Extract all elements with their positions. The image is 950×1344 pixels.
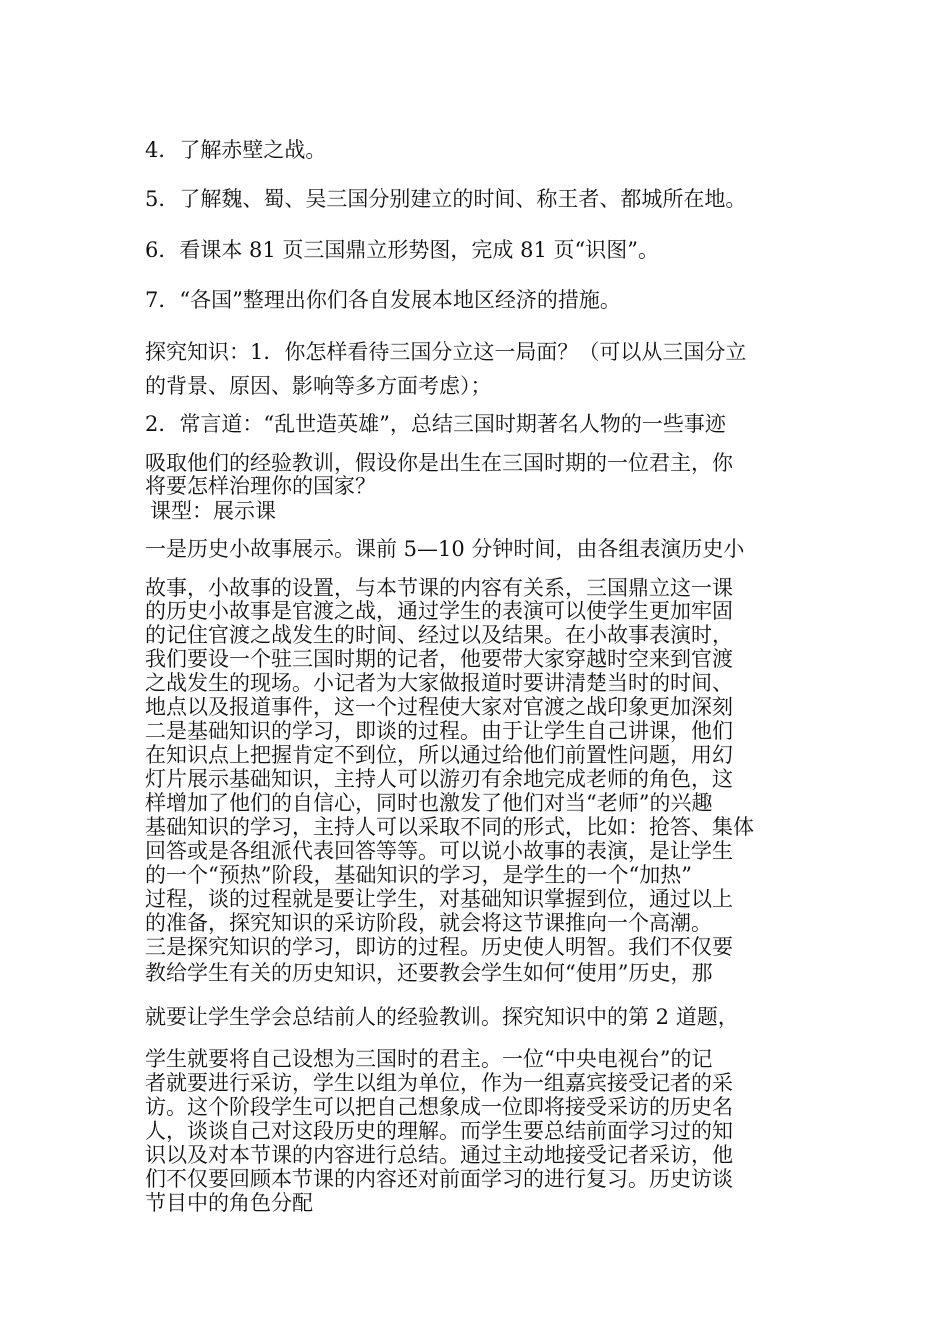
list-item-7: 7．“各国”整理出你们各自发展本地区经济的措施。 xyxy=(145,288,621,312)
paragraph-line: 过程，谈的过程就是要让学生，对基础知识掌握到位，通过以上 xyxy=(145,887,733,911)
list-item-6: 6．看课本 81 页三国鼎立形势图，完成 81 页“识图”。 xyxy=(145,238,659,262)
paragraph-line: 的记住官渡之战发生的时间、经过以及结果。在小故事表演时， xyxy=(145,623,733,647)
paragraph-line: 我们要设一个驻三国时期的记者，他要带大家穿越时空来到官渡 xyxy=(145,647,733,671)
list-item-5: 5．了解魏、蜀、吴三国分别建立的时间、称王者、都城所在地。 xyxy=(145,187,747,211)
paragraph-line: 学生就要将自己设想为三国时的君主。一位“中央电视台”的记 xyxy=(145,1047,713,1071)
paragraph-line: 就要让学生学会总结前人的经验教训。探究知识中的第 2 道题， xyxy=(145,1005,739,1029)
paragraph-line: 们不仅要回顾本节课的内容还对前面学习的进行复习。历史访谈 xyxy=(145,1167,733,1191)
inquiry-question-2-line-3: 将要怎样治理你的国家？ xyxy=(145,474,376,498)
lesson-type-heading: 课型：展示课 xyxy=(150,499,276,523)
paragraph-line: 之战发生的现场。小记者为大家做报道时要讲清楚当时的时间、 xyxy=(145,671,733,695)
paragraph-line: 的准备，探究知识的采访阶段，就会将这节课推向一个高潮。 xyxy=(145,911,712,935)
paragraph-line: 一是历史小故事展示。课前 5—10 分钟时间，由各组表演历史小 xyxy=(145,537,745,561)
paragraph-line: 的一个“预热”阶段，基础知识的学习，是学生的一个“加热” xyxy=(145,863,692,887)
paragraph-line: 回答或是各组派代表回答等等。可以说小故事的表演，是让学生 xyxy=(145,839,733,863)
paragraph-line: 在知识点上把握肯定不到位，所以通过给他们前置性问题，用幻 xyxy=(145,743,733,767)
paragraph-line: 教给学生有关的历史知识，还要教会学生如何“使用”历史，那 xyxy=(145,961,713,985)
inquiry-question-1-line-2: 的背景、原因、影响等多方面考虑）； xyxy=(145,374,492,398)
paragraph-line: 三是探究知识的学习，即访的过程。历史使人明智。我们不仅要 xyxy=(145,935,733,959)
inquiry-question-2-line-2: 吸取他们的经验教训，假设你是出生在三国时期的一位君主，你 xyxy=(145,451,733,475)
paragraph-line: 访。这个阶段学生可以把自己想象成一位即将接受采访的历史名 xyxy=(145,1095,733,1119)
paragraph-line: 灯片展示基础知识，主持人可以游刃有余地完成老师的角色，这 xyxy=(145,767,733,791)
paragraph-line: 者就要进行采访，学生以组为单位，作为一组嘉宾接受记者的采 xyxy=(145,1071,733,1095)
paragraph-line: 样增加了他们的自信心，同时也激发了他们对当“老师”的兴趣 xyxy=(145,791,713,815)
paragraph-line: 地点以及报道事件，这一个过程使大家对官渡之战印象更加深刻 xyxy=(145,695,733,719)
paragraph-line: 人，谈谈自己对这段历史的理解。而学生要总结前面学习过的知 xyxy=(145,1119,733,1143)
inquiry-question-2-line-1: 2．常言道：“乱世造英雄”，总结三国时期著名人物的一些事迹 xyxy=(145,412,726,436)
paragraph-line: 基础知识的学习，主持人可以采取不同的形式，比如：抢答、集体 xyxy=(145,815,754,839)
paragraph-line: 识以及对本节课的内容进行总结。通过主动地接受记者采访，他 xyxy=(145,1143,733,1167)
paragraph-line: 二是基础知识的学习，即谈的过程。由于让学生自己讲课，他们 xyxy=(145,719,733,743)
paragraph-line: 故事，小故事的设置，与本节课的内容有关系，三国鼎立这一课 xyxy=(145,576,733,600)
inquiry-question-1-line-1: 探究知识：1．你怎样看待三国分立这一局面？（可以从三国分立 xyxy=(145,340,747,364)
paragraph-line: 的历史小故事是官渡之战，通过学生的表演可以使学生更加牢固 xyxy=(145,599,733,623)
paragraph-line: 节目中的角色分配 xyxy=(145,1191,313,1215)
list-item-4: 4．了解赤壁之战。 xyxy=(145,138,327,162)
